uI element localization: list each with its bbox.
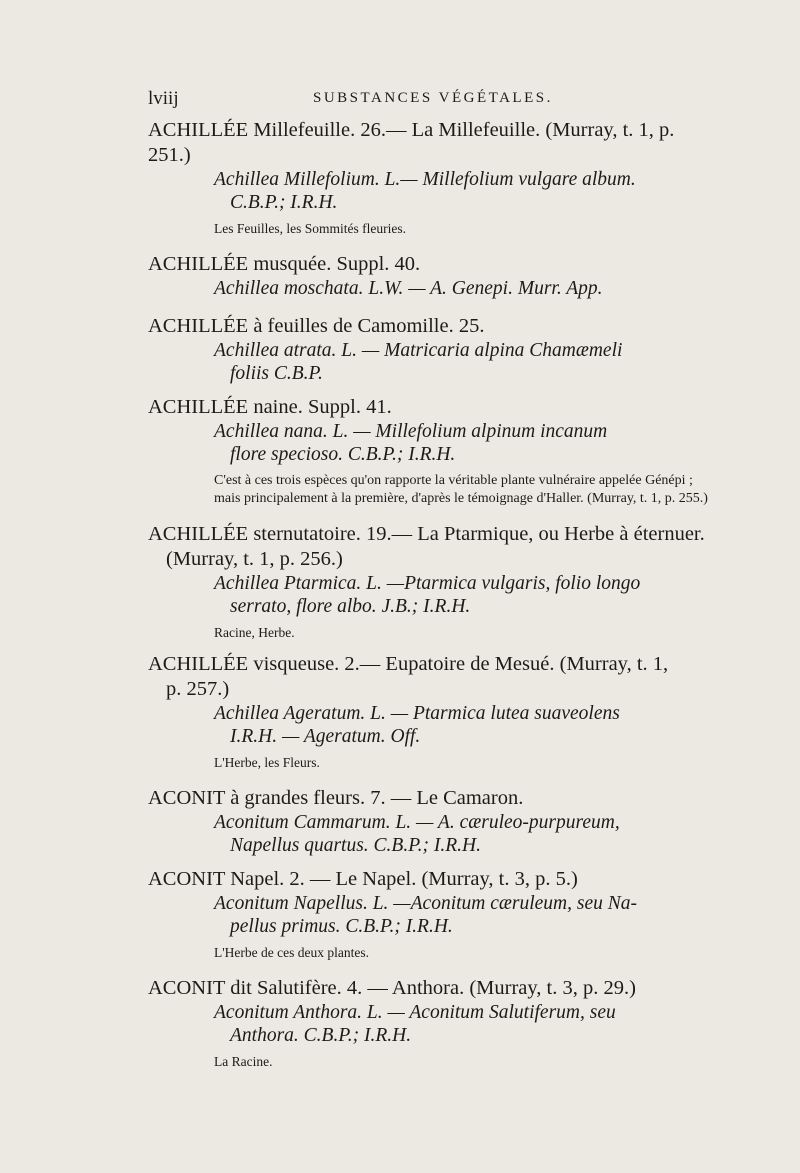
entry-achillee-musquee [148, 252, 718, 300]
latin-synonyms [148, 702, 718, 748]
entry-heading: ACHILLÉE naine. Suppl. 41. [148, 396, 392, 418]
latin-line: Achillea Ptarmica. L. —Ptarmica vulgaris, folio longo [214, 573, 641, 594]
running-title: SUBSTANCES VÉGÉTALES. [313, 90, 553, 106]
heading-text: ACHILLÉE sternutatoire. 19.— La Ptarmique, ou Herbe à éternuer. [148, 523, 705, 545]
latin-line: Aconitum Napellus. L. —Aconitum cæruleum, seu Na- [214, 893, 638, 914]
usage-parts: L'Herbe, les Fleurs. [214, 755, 320, 770]
latin-synonyms [148, 168, 718, 214]
heading-text: ACHILLÉE visqueuse. 2.— Eupatoire de Mesué. (Murray, t. 1, [148, 653, 669, 675]
entry-aconit-salutifere [148, 976, 718, 1071]
entry-achillee-visqueuse [148, 652, 718, 772]
usage-parts: Les Feuilles, les Sommités fleuries. [214, 221, 406, 236]
latin-line: pellus primus. C.B.P.; I.R.H. [230, 916, 453, 937]
latin-line: Aconitum Cammarum. L. — A. cæruleo-purpureum, [214, 812, 620, 833]
entry-heading: ACHILLÉE à feuilles de Camomille. 25. [148, 315, 485, 337]
latin-line: serrato, flore albo. J.B.; I.R.H. [230, 596, 471, 617]
entry-heading: ACONIT dit Salutifère. 4. — Anthora. (Murray, t. 3, p. 29.) [148, 977, 636, 999]
entry-heading: ACHILLÉE Millefeuille. 26.— La Millefeuille. (Murray, t. 1, p. 251.) [148, 119, 675, 166]
latin-line: foliis C.B.P. [230, 363, 323, 384]
entry-heading [148, 522, 718, 572]
latin-synonyms [148, 339, 718, 385]
heading-continuation: p. 257.) [166, 678, 230, 700]
latin-line: Napellus quartus. C.B.P.; I.R.H. [230, 835, 481, 856]
entry-note: C'est à ces trois espèces qu'on rapporte la véritable plante vulnéraire appelée Génépi ; mais principalement à la première, d'après le témoignage d'Haller. (Murray, t. 1, p. 255.) [214, 473, 708, 506]
entry-heading: ACONIT à grandes fleurs. 7. — Le Camaron. [148, 787, 524, 809]
entry-achillee-camomille [148, 314, 718, 385]
latin-line: Achillea Ageratum. L. — Ptarmica lutea suaveolens [214, 703, 620, 724]
latin-synonyms [148, 277, 718, 300]
latin-line: flore specioso. C.B.P.; I.R.H. [230, 444, 456, 465]
entry-heading: ACONIT Napel. 2. — Le Napel. (Murray, t. 3, p. 5.) [148, 868, 578, 890]
usage-parts: La Racine. [214, 1054, 273, 1069]
entry-heading: ACHILLÉE musquée. Suppl. 40. [148, 253, 421, 275]
latin-line: Achillea atrata. L. — Matricaria alpina Chamæmeli [214, 340, 623, 361]
latin-line: Aconitum Anthora. L. — Aconitum Salutiferum, seu [214, 1002, 616, 1023]
entry-achillee-sternutatoire [148, 522, 718, 642]
entries-list [148, 118, 718, 1071]
entry-heading [148, 652, 718, 702]
latin-line: Achillea Millefolium. L.— Millefolium vulgare album. [214, 169, 636, 190]
latin-line: Achillea nana. L. — Millefolium alpinum incanum [214, 421, 608, 442]
page-number: lviij [148, 88, 179, 109]
latin-line: Anthora. C.B.P.; I.R.H. [230, 1025, 412, 1046]
heading-continuation: (Murray, t. 1, p. 256.) [166, 548, 343, 570]
latin-synonyms [148, 811, 718, 857]
latin-synonyms [148, 420, 718, 466]
latin-line: I.R.H. — Ageratum. Off. [230, 726, 421, 747]
latin-line: C.B.P.; I.R.H. [230, 192, 338, 213]
usage-parts: L'Herbe de ces deux plantes. [214, 945, 369, 960]
usage-parts: Racine, Herbe. [214, 625, 295, 640]
latin-line: Achillea moschata. L.W. — A. Genepi. Murr. App. [214, 278, 603, 299]
entry-achillee-naine [148, 395, 718, 508]
page-header [148, 88, 708, 112]
latin-synonyms [148, 892, 718, 938]
latin-synonyms [148, 1001, 718, 1047]
entry-achillee-millefeuille [148, 118, 718, 238]
entry-aconit-napel [148, 867, 718, 962]
latin-synonyms [148, 572, 718, 618]
entry-aconit-grandes-fleurs [148, 786, 718, 857]
